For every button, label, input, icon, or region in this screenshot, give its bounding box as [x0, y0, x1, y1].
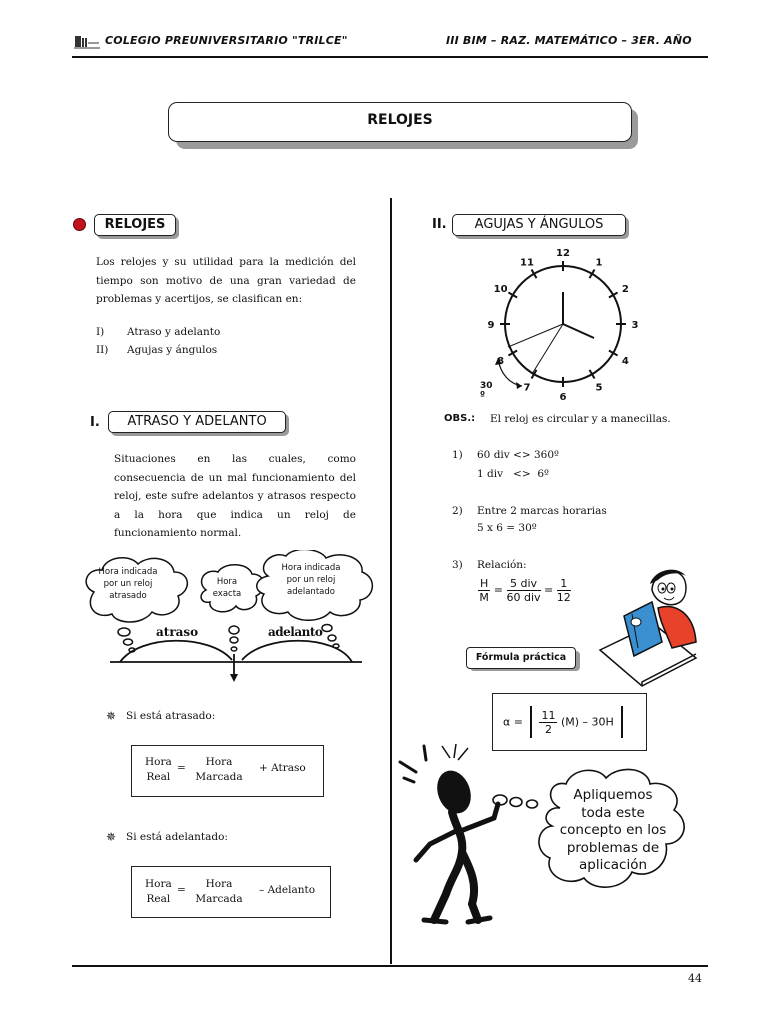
lhs-line2: Real [146, 893, 171, 905]
item2-line2: 5 x 6 = 30º [477, 522, 537, 534]
relation-den2: 12 [556, 591, 571, 604]
arc-label-late: atraso [156, 625, 199, 639]
clock-numeral: 8 [497, 356, 505, 367]
lhs-line2: Real [146, 771, 171, 783]
rhs-line1: Hora [205, 878, 233, 890]
list-text: Agujas y ángulos [127, 344, 218, 356]
bullet-dot-icon [73, 218, 86, 231]
obs-label: OBS.: [444, 413, 476, 424]
item3-num: 3) [452, 559, 463, 571]
formula-early-rhs [193, 877, 245, 907]
footer-rule [72, 965, 708, 967]
item1-line1: 60 div <> 360º [477, 449, 559, 461]
relation-num2: 1 [557, 577, 571, 591]
item1-line2: 1 div <> 6º [477, 468, 549, 480]
relation-m: M [479, 591, 489, 604]
clock-numeral: 4 [621, 356, 629, 367]
formula-num: 11 [541, 708, 556, 722]
formula-early-lhs [145, 877, 172, 907]
formula-tag: Fórmula práctica [466, 647, 576, 669]
clock-numeral: 3 [631, 320, 639, 331]
formula-late-rhs [193, 755, 245, 785]
section-tag-atraso-adelanto: ATRASO Y ADELANTO [108, 411, 286, 433]
cloud-early-text: Hora indicada por un reloj adelantado [281, 563, 341, 597]
relation-formula [478, 577, 571, 604]
header-course: III BIM – RAZ. MATEMÁTICO – 3ER. AÑO [446, 34, 692, 47]
header-school: COLEGIO PREUNIVERSITARIO "TRILCE" [105, 34, 348, 47]
relation-den: 60 div [506, 591, 541, 604]
list-item [96, 323, 220, 342]
section1-number: I. [90, 415, 100, 430]
item1-num: 1) [452, 449, 463, 461]
section2-number: II. [432, 217, 447, 232]
rhs-line1: Hora [205, 756, 233, 768]
list-num: II) [96, 344, 109, 356]
rhs-line2: Marcada [195, 893, 243, 905]
item2-num: 2) [452, 505, 463, 517]
clock-numeral: 11 [520, 257, 534, 269]
lhs-line1: Hora [145, 878, 172, 890]
formula-late-op: + Atraso [259, 762, 306, 774]
clock-diagram [470, 246, 650, 406]
relation-h: H [480, 577, 489, 590]
cloud-late-text: Hora indicada por un reloj atrasado [98, 567, 158, 601]
speech-cloud-text: Apliquemos toda este concepto en los problemas de aplicación [559, 787, 667, 873]
obs-text: El reloj es circular y a manecillas. [490, 413, 671, 425]
clock-numeral: 12 [556, 248, 570, 259]
page-title: RELOJES [367, 112, 433, 128]
rhs-line2: Marcada [195, 771, 243, 783]
relation-eq-icon: = [544, 583, 557, 597]
asterisk-icon: ✵ [106, 830, 117, 844]
page-number: 44 [688, 972, 702, 985]
clock-numeral: 7 [523, 382, 531, 394]
section-tag-relojes: RELOJES [94, 214, 176, 236]
cloud-exact-text: Hora exacta [212, 577, 242, 599]
clock-numeral: 10 [493, 284, 508, 295]
intro-paragraph: Los relojes y su utilidad para la medición del tiempo son motivo de una gran variedad de problemas y acertijos, se clasifican en: [96, 256, 356, 305]
asterisk-icon: ✵ [106, 709, 117, 723]
angle-label: 30º [480, 381, 493, 401]
column-divider [390, 198, 392, 964]
clock-numeral: 5 [595, 382, 603, 394]
relation-num: 5 div [507, 577, 541, 591]
formula-den: 2 [544, 722, 552, 736]
school-logo [74, 33, 100, 49]
formula-rest: (M) – 30H [560, 715, 614, 729]
header-rule [72, 56, 708, 58]
lhs-line1: Hora [145, 756, 172, 768]
clock-numeral: 9 [487, 320, 495, 331]
clock-numeral: 1 [595, 257, 603, 269]
item2-line1: Entre 2 marcas horarias [477, 505, 607, 517]
formula-early-eq: = [177, 884, 186, 896]
clock-numeral: 6 [559, 392, 567, 403]
student-reading-illustration [596, 562, 700, 688]
item3-label: Relación: [477, 559, 527, 571]
formula-early-op: – Adelanto [259, 884, 316, 896]
list-num: I) [96, 326, 105, 338]
section-tag-agujas-angulos: AGUJAS Y ÁNGULOS [452, 214, 626, 236]
case-late-label: Si está atrasado: [126, 710, 216, 722]
relation-eq-icon: = [493, 583, 507, 597]
practical-formula [503, 706, 623, 738]
abs-bar-left-icon [530, 706, 532, 738]
list-text: Atraso y adelanto [127, 326, 221, 338]
case-early-label: Si está adelantado: [126, 831, 228, 843]
list-item [96, 341, 217, 360]
formula-late-eq: = [177, 762, 186, 774]
abs-bar-right-icon [621, 706, 623, 738]
formula-late-lhs [145, 755, 172, 785]
clock-numeral: 2 [621, 284, 629, 295]
arc-label-early: adelanto [268, 625, 323, 639]
section1-paragraph: Situaciones en las cuales, como consecuencia de un mal funcionamiento del reloj, este sufre adelantos y atrasos respecto a la hora que indica un reloj de funcionamiento normal. [114, 453, 356, 539]
formula-alpha: α = [503, 715, 523, 729]
